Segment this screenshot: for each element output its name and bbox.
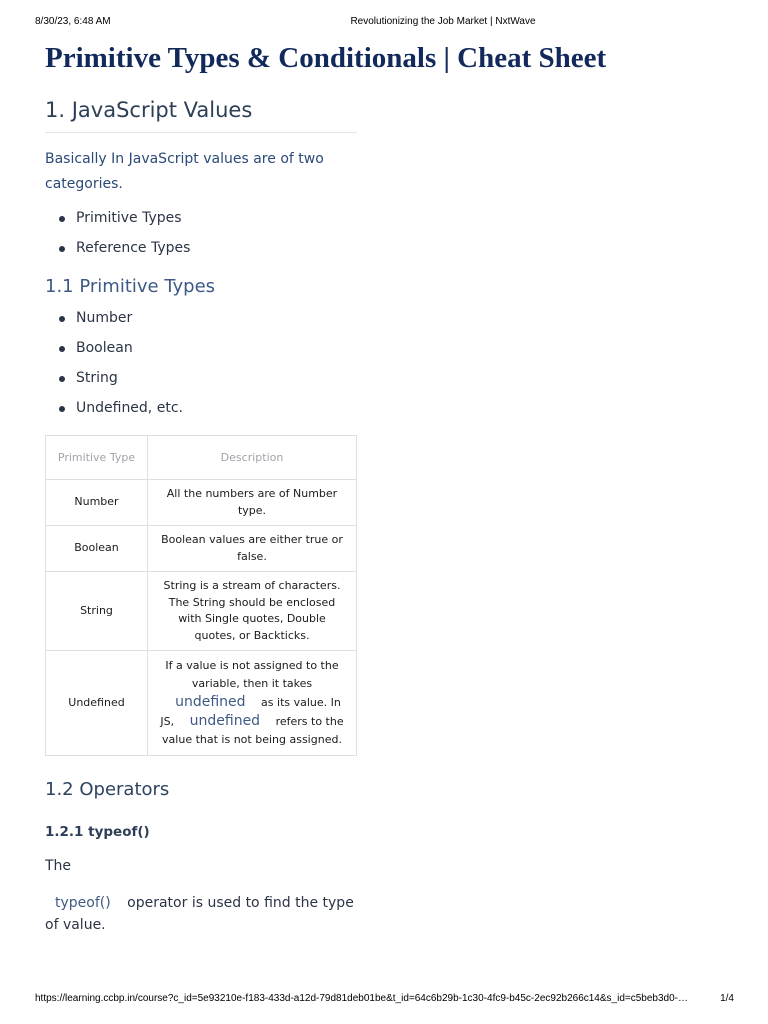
section-heading-typeof: 1.2.1 typeof() <box>45 824 150 840</box>
list-item: Undefined, etc. <box>76 393 357 423</box>
primitive-types-table <box>45 435 357 756</box>
description-text: refers to the value that is not being assigned. <box>162 715 344 746</box>
print-datetime: 8/30/23, 6:48 AM <box>35 16 111 27</box>
typeof-text-lead: The <box>45 858 72 874</box>
section-heading-javascript-values: 1. JavaScript Values <box>45 96 357 133</box>
table-cell-description: Boolean values are either true or false. <box>148 526 357 572</box>
table-cell-type: Undefined <box>46 651 148 756</box>
table-header-row <box>46 436 357 480</box>
inline-code-typeof: typeof() <box>55 895 111 911</box>
value-categories-list <box>45 203 357 263</box>
list-item: Reference Types <box>76 233 357 263</box>
table-cell-description: String is a stream of characters. The String should be enclosed with Single quotes, Double quotes, or Backticks. <box>148 572 357 651</box>
description-text: as its value. In JS, <box>160 696 341 728</box>
list-item: String <box>76 363 357 393</box>
section-heading-primitive-types: 1.1 Primitive Types <box>45 276 216 297</box>
table-cell-type: Boolean <box>46 526 148 572</box>
column-header-primitive-type: Primitive Type <box>46 436 148 480</box>
typeof-description <box>45 892 357 936</box>
typeof-description-text: operator is used to find the type of value. <box>45 895 354 933</box>
table-cell-type: Number <box>46 480 148 526</box>
table-row <box>46 526 357 572</box>
table-cell-description: All the numbers are of Number type. <box>148 480 357 526</box>
page-title: Primitive Types & Conditionals | Cheat Sheet <box>45 42 607 74</box>
table-cell-description <box>148 651 357 756</box>
list-item: Number <box>76 303 357 333</box>
column-header-description: Description <box>148 436 357 480</box>
table-row <box>46 651 357 756</box>
print-page-number: 1/4 <box>720 993 734 1004</box>
print-page-title: Revolutionizing the Job Market | NxtWave <box>350 16 536 27</box>
inline-code-undefined: undefined <box>189 713 261 729</box>
list-item: Boolean <box>76 333 357 363</box>
primitive-types-list <box>45 303 357 423</box>
cheat-sheet-content <box>45 40 607 936</box>
list-item: Primitive Types <box>76 203 357 233</box>
table-row <box>46 572 357 651</box>
intro-paragraph: Basically In JavaScript values are of two categories. <box>45 151 324 192</box>
pdf-header <box>0 16 768 30</box>
description-text: If a value is not assigned to the variable, then it takes <box>165 659 339 690</box>
section-heading-operators: 1.2 Operators <box>45 779 170 800</box>
table-row <box>46 480 357 526</box>
inline-code-undefined: undefined <box>175 694 246 710</box>
table-cell-type: String <box>46 572 148 651</box>
pdf-footer <box>0 993 768 1007</box>
print-url: https://learning.ccbp.in/course?c_id=5e93210e-f183-433d-a12d-79d81deb01be&t_id=64c6b29b-1c30-4fc9-b45c-2ec92b266c14&s_id=c5beb3d0-… <box>35 993 688 1004</box>
